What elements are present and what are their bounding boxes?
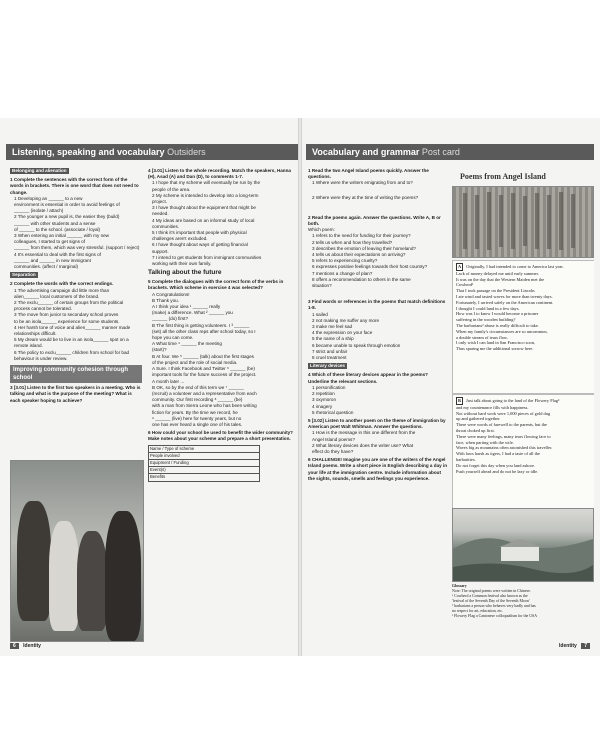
list-item: 1 How is the message in this one different from the xyxy=(312,430,416,436)
list-item: ______ with other students and a sense xyxy=(14,220,96,226)
footer-label: Identity xyxy=(23,643,41,649)
list-item: 2 My scheme is intended to develop into a long-term xyxy=(152,192,259,198)
list-item: A Congratulations! xyxy=(152,291,190,297)
left-column-1 xyxy=(10,166,142,404)
list-item: one has ever heard a single one of his tales. xyxy=(152,421,243,427)
poem-line: It was on the day that the Western Maiden met the xyxy=(456,276,545,282)
list-item: (start)? xyxy=(152,347,167,353)
poem-line: With laws harsh as tigers, I had a taste of all the xyxy=(456,451,540,457)
list-item: alien______ local customers of the brand. xyxy=(14,293,100,299)
glossary-line: no respect for art, education, etc. xyxy=(452,609,503,613)
footer-label: Identity xyxy=(559,643,577,649)
list-item: people of the area. xyxy=(152,186,191,192)
glossary-title: Glossary xyxy=(452,584,467,588)
list-item: 3 oxymoron xyxy=(312,397,337,403)
poems-title: Poems from Angel Island xyxy=(460,172,546,181)
list-item: of the project and the role of social media. xyxy=(152,359,238,365)
exercise-1-items xyxy=(10,196,142,270)
scheme-notes-table xyxy=(148,445,260,482)
spacer xyxy=(308,289,448,297)
exercise-1: 1 Read the two Angel Island poems quickly. Answer the questions. xyxy=(308,168,429,180)
list-item: A month later ... xyxy=(152,378,185,384)
right-page-header xyxy=(306,144,594,160)
poem-line: throat choked up first. xyxy=(456,427,495,433)
carved-characters-svg xyxy=(453,187,593,257)
list-item: B At four. We ⁵ ______ (talk) about the first stages xyxy=(152,353,254,359)
poem-line: Originally, I had intended to come to America last year. xyxy=(466,264,564,269)
list-item: process cannot be tolerated. xyxy=(14,306,72,312)
poem-line: face, when parting with the wife. xyxy=(456,439,514,445)
list-item: 4 Her harsh tone of voice and alien______ manner made xyxy=(14,324,131,330)
list-item: 2 repetition xyxy=(312,391,335,397)
poem-line: and my countenance fills with happiness. xyxy=(456,404,529,410)
exercise-4: 4 Which of these literary devices appear in the poems? Underline the relevant sections. xyxy=(308,372,428,384)
poem-line: Not without hard work were 1,000 pieces of gold dug xyxy=(456,410,551,416)
poem-line: That I took passage on the President Lincoln. xyxy=(456,288,536,294)
list-item: (make) a difference. What ² ______ you xyxy=(152,310,233,316)
list-item: 1 personification xyxy=(312,384,346,390)
photo-figure xyxy=(17,501,51,621)
list-item: 7 mentions a change of plan? xyxy=(312,270,373,276)
list-item: 2 not making me suffer any more xyxy=(312,317,380,323)
poem-line: suffering in the wooden building? xyxy=(456,317,516,323)
list-item: 3 When entering an initial ______ with my new xyxy=(14,233,109,239)
table-cell[interactable]: Name / Type of scheme xyxy=(149,445,260,452)
list-item: support. xyxy=(152,248,169,254)
left-column-2 xyxy=(148,166,294,482)
list-item: (recruit) a volunteer and a representative from each xyxy=(152,390,257,396)
table-cell[interactable]: People involved xyxy=(149,452,260,459)
list-item: 8 offers a recommendation to others in the same xyxy=(312,276,411,282)
list-item: 1 Developing an ______ to a new xyxy=(14,195,83,201)
poem-line: There were words of farewell to the parents, but the xyxy=(456,422,547,428)
left-header-subtitle: Outsiders xyxy=(167,147,206,157)
exercise-5: 5 [3.02] Listen to another poem on the theme of immigration by American poet Walt Whitman. Answer the questions. xyxy=(308,417,446,430)
angel-island-photo xyxy=(452,508,594,582)
exercise-2-subheading: Which poem: xyxy=(308,227,335,233)
list-item: 2 The younger a new pupil is, the easier they (build) xyxy=(14,214,120,220)
poem-line: Fortunately, I arrived safely on the American continent. xyxy=(456,299,554,305)
exercise-6-challenge: 6 CHALLENGE! Imagine you are one of the writers of the Angel Island poems. Write a short piece in English describing a day in your life at the immigration centre. Include information about the sights, sounds, smells and feelings you experience. xyxy=(308,457,448,481)
list-item: B The first thing is getting volunteers. I ³ ______ xyxy=(152,322,250,328)
poem-line: up and gathered together. xyxy=(456,416,501,422)
poem-line: I ate wind and tasted waves for more than twenty days. xyxy=(456,293,553,299)
page-number: 6 xyxy=(10,643,19,649)
table-cell[interactable]: Event(s) xyxy=(149,467,260,474)
poem-line: Thus sparing me the additional sorrow here. xyxy=(456,346,534,352)
list-item: 4 tells us about their expectations on arriving? xyxy=(312,252,406,258)
answer-space xyxy=(308,201,448,213)
glossary-line: 'festival of the Seventh Day of the Seventh Moon' xyxy=(452,599,530,603)
list-item: 1 Where were the writers emigrating from and to? xyxy=(312,180,413,186)
list-item: ______ (isolate / attach) xyxy=(14,208,64,214)
list-item: 3 make me feel sad xyxy=(312,324,353,330)
list-item: ⁹ ______ (live) here for twenty years, but no xyxy=(152,415,242,421)
list-item: 1 refers to the need for funding for their journey? xyxy=(312,233,411,239)
list-item: 2 tells us when and how they travelled? xyxy=(312,239,393,245)
poem-a xyxy=(452,260,594,394)
list-item: ______ and ______ in new immigrant xyxy=(14,257,91,263)
list-item: colleagues, I started to get signs of xyxy=(14,239,85,245)
list-item: 2 Where were they at the time of writing the poems? xyxy=(312,194,419,200)
list-item: fiction for years. By the time we record, he xyxy=(152,409,238,415)
photo-figure xyxy=(49,521,79,631)
list-item: behaviour is under review. xyxy=(14,355,68,361)
section-band-improving: Improving community cohesion through school xyxy=(10,365,142,383)
list-item: effect do they have? xyxy=(312,448,354,454)
glossary-line: ³ Flowery Flag a Cantonese colloquialism for the USA xyxy=(452,614,538,618)
list-item: B OK, so by the end of this term we ⁷ ______ xyxy=(152,384,244,390)
list-item: 1 sailed xyxy=(312,311,328,317)
list-item: relationships difficult. xyxy=(14,331,57,337)
list-item: community. Our first recording ⁸ ______ (be) xyxy=(152,397,243,403)
list-item: communities. (affect / marginal) xyxy=(14,264,78,270)
list-item: 5 rhetorical question xyxy=(312,409,354,415)
right-column-1 xyxy=(308,166,448,482)
list-item: situation? xyxy=(312,283,332,289)
poem-line: Push yourself ahead and do not be lazy or idle. xyxy=(456,468,539,474)
list-item: ______ from them, which was very stressful. (support / reject) xyxy=(14,245,140,251)
exercise-3: 3 Find words or references in the poems that match definitions 1-8. xyxy=(308,299,446,311)
list-item: A I think your idea ¹ ______ really xyxy=(152,304,221,310)
list-item: 6 became unable to speak through emotion xyxy=(312,342,401,348)
exercise-1: 1 Complete the sentences with the correct form of the words in brackets. There is one word that does not need to change. xyxy=(10,177,139,195)
list-item: 5 I think it's important that people with physical xyxy=(152,230,247,236)
list-item: 6 expresses positive feelings towards their host country? xyxy=(312,264,428,270)
left-page-footer xyxy=(10,643,41,649)
poem-line: Lack of money delayed me until early summer. xyxy=(456,270,539,276)
poem-b xyxy=(452,394,594,510)
list-item: 6 The policy to exclu______ children from school for bad xyxy=(14,349,130,355)
list-item: 2 What literary devices does the writer use? What xyxy=(312,442,414,448)
list-item: 3 I have thought about the equipment that might be xyxy=(152,205,256,211)
list-item: ______ (do) first? xyxy=(152,316,189,322)
answer-space xyxy=(308,187,448,195)
list-item: needed. xyxy=(152,211,169,217)
list-item: with a man from Sierra Leone who has been writing xyxy=(152,403,257,409)
left-page xyxy=(6,122,298,652)
left-header-title: Listening, speaking and vocabulary xyxy=(12,147,165,157)
poem-line: There were many feelings, many tears flowing face to xyxy=(456,433,551,439)
list-item: 7 I intend to get students from immigrant communities xyxy=(152,254,262,260)
list-item: Angel Island poems? xyxy=(312,436,355,442)
section-belonging: Belonging and alienation xyxy=(12,168,67,173)
poem-a-label: A xyxy=(458,264,462,269)
list-item: 3 describes the emotion of leaving their homeland? xyxy=(312,245,416,251)
list-item: 5 refers to experiencing cruelty? xyxy=(312,258,378,264)
exercise-5-items xyxy=(148,292,294,428)
list-item: 5 My dream would be to live in an isola______ spot on a xyxy=(14,337,129,343)
list-item: 4 My ideas are based on an informal study of local xyxy=(152,217,255,223)
exercise-4: 4 [3.01] Listen to the whole recording. Match the speakers, Hanna (H), Asad (A) and Dan (D), to comments 1-7. xyxy=(148,168,291,180)
list-item: environment is essential in order to avoid feelings of xyxy=(14,202,120,208)
list-item: communities. xyxy=(152,223,180,229)
table-cell[interactable]: Benefits xyxy=(149,474,260,481)
exercise-4-items xyxy=(148,180,294,267)
list-item: to be an isola______ experience for some students. xyxy=(14,318,120,324)
table-cell[interactable]: Equipment / Funding xyxy=(149,459,260,466)
page-number: 7 xyxy=(581,643,590,649)
poem-b-label: B xyxy=(458,398,461,403)
exercise-2: 2 Complete the words with the correct endings. xyxy=(10,281,114,287)
list-item: 4 It's essential to deal with the first signs of xyxy=(14,251,101,257)
list-item: 6 I have thought about ways of getting financial xyxy=(152,242,248,248)
poem-line: When my family's circumstances are so uncommon, xyxy=(456,328,548,334)
list-item: project. xyxy=(152,199,168,205)
poem-line: Just talk about going to the land of the Flowery Flag³ xyxy=(466,398,560,403)
glossary-line: Note: The original poems were written in Chinese. xyxy=(452,589,531,593)
photo-figure xyxy=(77,531,107,631)
exercise-2-items xyxy=(10,288,142,362)
list-item: hope you can come. xyxy=(152,335,194,341)
poem-line: How was I to know I would become a prisoner xyxy=(456,311,539,317)
left-page-header xyxy=(6,144,298,160)
glossary xyxy=(452,584,592,619)
section-literary-devices: Literary devices xyxy=(310,363,345,369)
list-item: A Sure. I think Facebook and Twitter ⁶ ______ (be) xyxy=(152,366,255,372)
list-item: 8 cruel treatment xyxy=(312,355,347,361)
classroom-photo xyxy=(10,460,144,642)
carved-wall-photo xyxy=(452,186,594,258)
poem-line: The barbarians² abuse is really difficult to take. xyxy=(456,322,539,328)
list-item: 3 The move from junior to secondary school proves xyxy=(14,312,119,318)
list-item: (set) all the other class reps after school today, so I xyxy=(152,328,256,334)
list-item: 1 The advertising campaign did little more than xyxy=(14,287,110,293)
poem-line: I thought I could land in a few days. xyxy=(456,305,520,311)
list-item: 5 the name of a ship xyxy=(312,336,354,342)
right-header-title: Vocabulary and grammar xyxy=(312,147,420,157)
list-item: remote island. xyxy=(14,343,43,349)
glossary-line: ² barbarians a person who behaves very badly and has xyxy=(452,604,536,608)
list-item: A What time ⁴ ______ the meeting xyxy=(152,341,222,347)
right-page-footer xyxy=(559,643,590,649)
poem-line: Do not forget this day when you land ashore. xyxy=(456,462,536,468)
photo-figure xyxy=(105,511,141,641)
poem-line: I only wish I can land in San Francisco soon, xyxy=(456,340,536,346)
exercise-3: 3 [3.01] Listen to the first two speakers in a meeting. Who is talking and what is the purpose of the meeting? What is each speaker hoping to achieve? xyxy=(10,385,141,403)
glossary-line: ¹ Cowherd a Common festival also known as the xyxy=(452,594,528,598)
right-page xyxy=(302,122,594,652)
list-item: 4 the expression on your face xyxy=(312,330,373,336)
list-item: working with their own family. xyxy=(152,261,212,267)
right-header-subtitle: Post card xyxy=(421,147,460,157)
poem-line: Cowherd¹ xyxy=(456,282,474,288)
list-item: 1 I hope that my scheme will eventually be run by the xyxy=(152,180,261,186)
list-item: B Thank you. xyxy=(152,297,179,303)
list-item: 2 The exclu______ of certain groups from the political xyxy=(14,300,124,306)
list-item: challenges aren't excluded. xyxy=(152,236,208,242)
exercise-5: 5 Complete the dialogues with the correct form of the verbs in brackets. Which scheme in exercise 4 was selected? xyxy=(148,279,284,291)
list-item: important tools for the future success of the project. xyxy=(152,372,257,378)
heading-talking-future: Talking about the future xyxy=(148,269,222,277)
section-separation: Separation xyxy=(12,272,36,278)
list-item: 7 strict and unfair xyxy=(312,348,348,354)
exercise-6: 6 How could your school be used to benefit the wider community? Make notes about your scheme and prepare a short presentation. xyxy=(148,430,293,442)
poem-line: a double stream of tears flow. xyxy=(456,334,508,340)
landscape-svg xyxy=(453,509,593,581)
poem-line: Waves big as mountains often astonished this traveller. xyxy=(456,445,553,451)
list-item: of ______ to the school. (associate / loyal) xyxy=(14,226,101,232)
exercise-2: 2 Read the poems again. Answer the questions. Write A, B or both. xyxy=(308,214,441,227)
poem-line: barbarities. xyxy=(456,456,476,462)
list-item: 4 imagery xyxy=(312,403,333,409)
